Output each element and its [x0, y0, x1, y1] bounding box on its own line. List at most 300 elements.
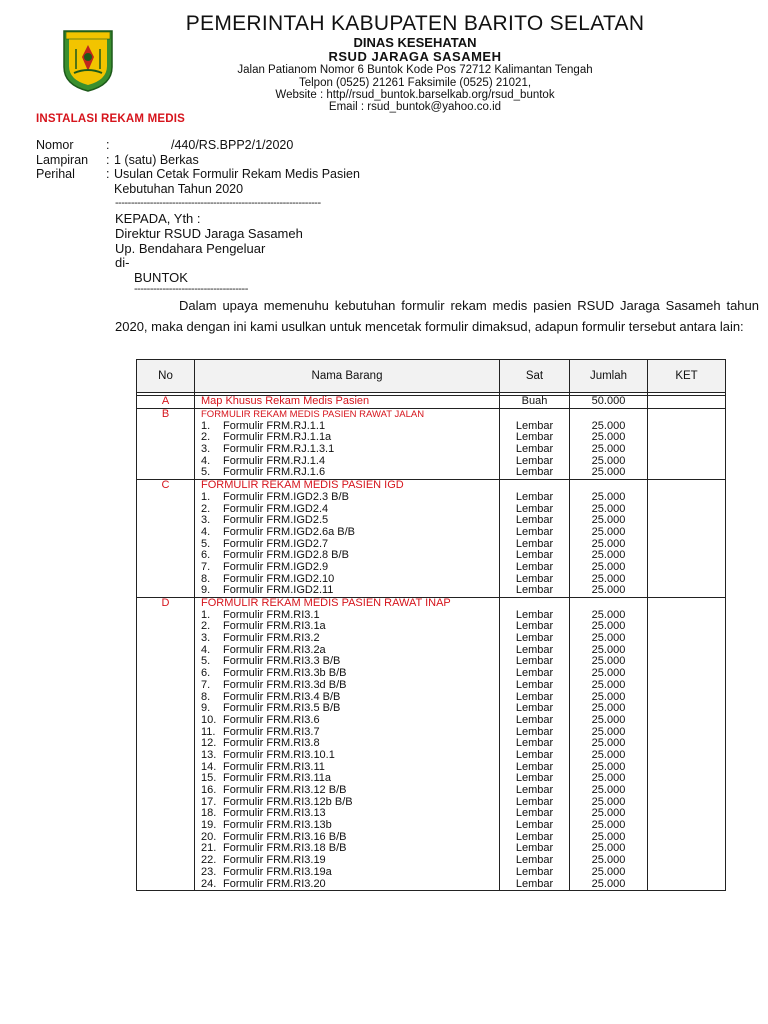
row-sat: Lembar [500, 609, 570, 621]
row-ket [648, 621, 726, 633]
row-sat: Lembar [500, 515, 570, 527]
row-number: 3. [201, 632, 211, 645]
row-no [137, 750, 195, 762]
row-item-name: Formulir FRM.RI3.18 B/B [223, 843, 347, 855]
row-no [137, 761, 195, 773]
table-row [137, 432, 726, 444]
row-jumlah: 25.000 [570, 444, 648, 456]
row-item-name: Formulir FRM.IGD2.11 [223, 585, 334, 597]
table-row [137, 738, 726, 750]
row-item-name: Formulir FRM.RI3.1 [223, 609, 320, 621]
row-ket [648, 656, 726, 668]
group-jumlah [570, 597, 648, 609]
header-no: No [137, 360, 195, 393]
row-item-name: Formulir FRM.RI3.6 [223, 714, 320, 726]
row-jumlah: 25.000 [570, 831, 648, 843]
row-item-name: Formulir FRM.RI3.20 [223, 878, 326, 890]
row-name [195, 668, 500, 680]
row-item-name: Formulir FRM.RI3.2 [223, 632, 320, 645]
group-sat: Buah [500, 396, 570, 409]
group-no: A [137, 396, 195, 409]
row-ket [648, 878, 726, 890]
row-number: 9. [201, 585, 211, 597]
table-row [137, 796, 726, 808]
row-sat: Lembar [500, 585, 570, 597]
table-group-row [137, 479, 726, 491]
row-number: 16. [201, 784, 217, 797]
table-row [137, 691, 726, 703]
row-ket [648, 562, 726, 574]
table-row [137, 420, 726, 432]
separator-long: ----------------------------------------------------------------- [115, 197, 321, 209]
row-ket [648, 715, 726, 727]
row-no [137, 467, 195, 479]
row-number: 19. [201, 819, 217, 832]
row-no [137, 808, 195, 820]
body-text: Dalam upaya memenuhu kebutuhan formulir rekam medis pasien RSUD Jaraga Sasameh tahun 2020, maka dengan ini kami usulkan untuk mencetak formulir dimaksud, adapun formulir tersebut antara lain: [115, 298, 759, 334]
row-jumlah: 25.000 [570, 867, 648, 879]
row-number: 2. [201, 621, 211, 633]
group-ket [648, 396, 726, 409]
header-address: Jalan Patianom Nomor 6 Buntok Kode Pos 72712 Kalimantan Tengah [237, 64, 593, 76]
row-number: 5. [201, 538, 211, 550]
row-ket [648, 609, 726, 621]
nomor-row [36, 138, 436, 154]
table-row [137, 550, 726, 562]
row-sat: Lembar [500, 527, 570, 539]
row-number: 6. [201, 667, 211, 680]
table-row [137, 621, 726, 633]
row-sat: Lembar [500, 785, 570, 797]
row-name [195, 680, 500, 692]
row-number: 4. [201, 526, 211, 538]
row-item-name: Formulir FRM.RI3.4 B/B [223, 691, 341, 703]
recipient-kepada: KEPADA, Yth : [115, 211, 201, 226]
row-item-name: Formulir FRM.RI3.3d B/B [223, 679, 347, 691]
row-no [137, 420, 195, 432]
row-jumlah: 25.000 [570, 843, 648, 855]
row-number: 7. [201, 679, 211, 691]
group-jumlah: 50.000 [570, 396, 648, 409]
row-no [137, 644, 195, 656]
row-sat: Lembar [500, 715, 570, 727]
table-row [137, 444, 726, 456]
group-ket [648, 597, 726, 609]
header-phone: Telpon (0525) 21261 Faksimile (0525) 21021, [298, 77, 532, 89]
row-item-name: Formulir FRM.RI3.13 [223, 808, 326, 820]
group-no: B [137, 408, 195, 420]
perihal-value-2: Kebutuhan Tahun 2020 [114, 182, 244, 196]
row-jumlah: 25.000 [570, 562, 648, 574]
row-number: 4. [201, 644, 211, 656]
row-ket [648, 503, 726, 515]
table-row [137, 609, 726, 621]
row-jumlah: 25.000 [570, 796, 648, 808]
row-ket [648, 796, 726, 808]
row-no [137, 878, 195, 890]
row-jumlah: 25.000 [570, 820, 648, 832]
body-paragraph [115, 296, 759, 337]
row-name [195, 750, 500, 762]
row-no [137, 668, 195, 680]
table-row [137, 878, 726, 890]
row-name [195, 527, 500, 539]
row-no [137, 703, 195, 715]
row-no [137, 503, 195, 515]
row-no [137, 726, 195, 738]
row-jumlah: 25.000 [570, 656, 648, 668]
row-item-name: Formulir FRM.RI3.5 B/B [223, 702, 341, 715]
row-sat: Lembar [500, 750, 570, 762]
row-no [137, 656, 195, 668]
header-email: Email : rsud_buntok@yahoo.co.id [328, 101, 502, 113]
row-no [137, 843, 195, 855]
row-number: 3. [201, 443, 211, 456]
group-title: FORMULIR REKAM MEDIS PASIEN RAWAT JALAN [195, 408, 500, 420]
row-name [195, 691, 500, 703]
table-row [137, 750, 726, 762]
table-row [137, 773, 726, 785]
header-title: PEMERINTAH KABUPATEN BARITO SELATAN [185, 12, 645, 35]
row-item-name: Formulir FRM.RI3.11 [223, 761, 325, 773]
row-number: 7. [201, 561, 211, 573]
row-sat: Lembar [500, 738, 570, 750]
barito-selatan-logo [60, 27, 116, 93]
row-no [137, 455, 195, 467]
row-name [195, 820, 500, 832]
row-ket [648, 750, 726, 762]
row-number: 4. [201, 455, 211, 467]
table-row [137, 527, 726, 539]
nomor-value: /440/RS.BPP2/1/2020 [171, 138, 294, 152]
row-ket [648, 831, 726, 843]
table-row [137, 573, 726, 585]
row-sat: Lembar [500, 761, 570, 773]
row-number: 17. [201, 796, 217, 808]
row-name [195, 867, 500, 879]
separator-short: ------------------------------------ [134, 283, 248, 295]
items-table [136, 359, 726, 891]
row-sat: Lembar [500, 668, 570, 680]
row-jumlah: 25.000 [570, 668, 648, 680]
table-header-row [137, 360, 726, 393]
row-ket [648, 467, 726, 479]
row-no [137, 609, 195, 621]
row-name [195, 573, 500, 585]
row-item-name: Formulir FRM.RI3.12b B/B [223, 796, 353, 808]
row-item-name: Formulir FRM.RI3.16 B/B [223, 831, 347, 843]
row-item-name: Formulir FRM.IGD2.5 [223, 514, 329, 527]
row-sat: Lembar [500, 550, 570, 562]
row-jumlah: 25.000 [570, 503, 648, 515]
table-row [137, 831, 726, 843]
row-name [195, 726, 500, 738]
row-sat: Lembar [500, 867, 570, 879]
perihal-value: Usulan Cetak Formulir Rekam Medis Pasien [114, 167, 360, 181]
row-jumlah: 25.000 [570, 538, 648, 550]
row-ket [648, 492, 726, 504]
row-jumlah: 25.000 [570, 808, 648, 820]
row-ket [648, 585, 726, 597]
row-number: 18. [201, 808, 217, 820]
row-ket [648, 738, 726, 750]
row-jumlah: 25.000 [570, 785, 648, 797]
table-row [137, 644, 726, 656]
row-name [195, 773, 500, 785]
row-number: 24. [201, 878, 217, 890]
group-sat [500, 479, 570, 491]
group-title: FORMULIR REKAM MEDIS PASIEN RAWAT INAP [195, 597, 500, 609]
row-item-name: Formulir FRM.IGD2.9 [223, 561, 329, 573]
row-number: 1. [201, 609, 211, 621]
row-jumlah: 25.000 [570, 573, 648, 585]
group-jumlah [570, 408, 648, 420]
row-no [137, 785, 195, 797]
table-group-row [137, 396, 726, 409]
row-item-name: Formulir FRM.IGD2.3 B/B [223, 491, 349, 503]
row-item-name: Formulir FRM.RI3.8 [223, 737, 320, 750]
row-jumlah: 25.000 [570, 633, 648, 645]
row-no [137, 515, 195, 527]
row-jumlah: 25.000 [570, 420, 648, 432]
row-name [195, 515, 500, 527]
row-sat: Lembar [500, 855, 570, 867]
row-ket [648, 691, 726, 703]
row-number: 5. [201, 656, 211, 668]
row-no [137, 621, 195, 633]
row-item-name: Formulir FRM.IGD2.4 [223, 503, 329, 515]
lampiran-colon: : [106, 153, 110, 167]
table-row [137, 538, 726, 550]
row-name [195, 738, 500, 750]
row-no [137, 738, 195, 750]
table-row [137, 808, 726, 820]
row-number: 1. [201, 491, 211, 503]
row-name [195, 585, 500, 597]
row-name [195, 420, 500, 432]
row-ket [648, 680, 726, 692]
row-name [195, 492, 500, 504]
row-ket [648, 785, 726, 797]
row-jumlah: 25.000 [570, 467, 648, 479]
row-jumlah: 25.000 [570, 515, 648, 527]
row-number: 14. [201, 761, 217, 773]
row-sat: Lembar [500, 843, 570, 855]
table-row [137, 867, 726, 879]
row-sat: Lembar [500, 562, 570, 574]
row-jumlah: 25.000 [570, 621, 648, 633]
row-item-name: Formulir FRM.RI3.11a [223, 773, 331, 785]
row-no [137, 633, 195, 645]
row-number: 22. [201, 854, 217, 867]
row-ket [648, 761, 726, 773]
row-jumlah: 25.000 [570, 527, 648, 539]
row-sat: Lembar [500, 796, 570, 808]
table-row [137, 820, 726, 832]
table-row [137, 726, 726, 738]
row-item-name: Formulir FRM.RJ.1.1 [223, 420, 326, 432]
row-jumlah: 25.000 [570, 750, 648, 762]
row-ket [648, 773, 726, 785]
row-ket [648, 855, 726, 867]
table-group-row [137, 408, 726, 420]
row-item-name: Formulir FRM.RI3.19 [223, 854, 326, 867]
row-name [195, 562, 500, 574]
row-sat: Lembar [500, 467, 570, 479]
recipient-line1: Direktur RSUD Jaraga Sasameh [115, 226, 303, 241]
row-number: 12. [201, 737, 217, 750]
row-jumlah: 25.000 [570, 455, 648, 467]
row-item-name: Formulir FRM.RI3.2a [223, 644, 326, 656]
row-ket [648, 726, 726, 738]
row-sat: Lembar [500, 633, 570, 645]
row-item-name: Formulir FRM.IGD2.7 [223, 538, 329, 550]
row-sat: Lembar [500, 691, 570, 703]
nomor-colon: : [106, 138, 110, 152]
row-name [195, 808, 500, 820]
row-name [195, 455, 500, 467]
row-jumlah: 25.000 [570, 432, 648, 444]
row-sat: Lembar [500, 444, 570, 456]
row-number: 21. [201, 843, 217, 855]
row-jumlah: 25.000 [570, 738, 648, 750]
perihal-row-2 [36, 182, 436, 198]
nomor-label: Nomor [36, 138, 74, 152]
row-name [195, 855, 500, 867]
row-ket [648, 573, 726, 585]
row-number: 6. [201, 549, 211, 562]
row-no [137, 867, 195, 879]
table-group-row [137, 597, 726, 609]
row-no [137, 773, 195, 785]
table-row [137, 515, 726, 527]
table-row [137, 585, 726, 597]
group-jumlah [570, 479, 648, 491]
row-ket [648, 644, 726, 656]
row-no [137, 444, 195, 456]
group-sat [500, 408, 570, 420]
recipient-line2: Up. Bendahara Pengeluar [115, 241, 266, 256]
row-sat: Lembar [500, 656, 570, 668]
row-jumlah: 25.000 [570, 609, 648, 621]
row-name [195, 432, 500, 444]
table-row [137, 703, 726, 715]
row-name [195, 878, 500, 890]
row-number: 13. [201, 749, 217, 761]
row-ket [648, 820, 726, 832]
row-item-name: Formulir FRM.RJ.1.4 [223, 455, 326, 467]
row-number: 2. [201, 432, 211, 444]
table-row [137, 503, 726, 515]
row-no [137, 831, 195, 843]
row-name [195, 550, 500, 562]
header-ket: KET [648, 360, 726, 393]
row-item-name: Formulir FRM.RJ.1.6 [223, 467, 326, 479]
row-item-name: Formulir FRM.RI3.3b B/B [223, 667, 347, 680]
row-item-name: Formulir FRM.RI3.3 B/B [223, 656, 341, 668]
row-ket [648, 515, 726, 527]
row-ket [648, 444, 726, 456]
row-name [195, 609, 500, 621]
row-jumlah: 25.000 [570, 550, 648, 562]
group-sat [500, 597, 570, 609]
row-item-name: Formulir FRM.RI3.10.1 [223, 749, 335, 761]
table-body [137, 396, 726, 891]
row-ket [648, 527, 726, 539]
table-row [137, 492, 726, 504]
table-row [137, 656, 726, 668]
group-title: Map Khusus Rekam Medis Pasien [195, 396, 500, 409]
row-name [195, 644, 500, 656]
row-name [195, 843, 500, 855]
row-number: 15. [201, 773, 217, 785]
table-row [137, 633, 726, 645]
row-ket [648, 633, 726, 645]
row-sat: Lembar [500, 726, 570, 738]
institution-name: INSTALASI REKAM MEDIS [36, 113, 186, 125]
row-sat: Lembar [500, 820, 570, 832]
header-department: DINAS KESEHATAN [353, 35, 477, 50]
row-sat: Lembar [500, 492, 570, 504]
lampiran-label: Lampiran [36, 153, 89, 167]
row-no [137, 715, 195, 727]
row-item-name: Formulir FRM.RI3.19a [223, 866, 332, 878]
row-number: 8. [201, 691, 211, 703]
row-jumlah: 25.000 [570, 761, 648, 773]
group-no: C [137, 479, 195, 491]
row-no [137, 855, 195, 867]
row-name [195, 796, 500, 808]
group-title: FORMULIR REKAM MEDIS PASIEN IGD [195, 479, 500, 491]
row-jumlah: 25.000 [570, 680, 648, 692]
row-item-name: Formulir FRM.RI3.13b [223, 819, 332, 832]
row-jumlah: 25.000 [570, 726, 648, 738]
row-no [137, 492, 195, 504]
row-item-name: Formulir FRM.IGD2.10 [223, 573, 335, 585]
row-name [195, 703, 500, 715]
row-number: 1. [201, 420, 211, 432]
row-jumlah: 25.000 [570, 855, 648, 867]
row-name [195, 621, 500, 633]
row-number: 20. [201, 831, 217, 843]
row-name [195, 785, 500, 797]
row-ket [648, 668, 726, 680]
row-jumlah: 25.000 [570, 691, 648, 703]
row-sat: Lembar [500, 573, 570, 585]
row-number: 23. [201, 866, 217, 878]
header-hospital: RSUD JARAGA SASAMEH [328, 49, 502, 64]
perihal-row [36, 167, 436, 183]
row-sat: Lembar [500, 878, 570, 890]
row-number: 11. [201, 726, 216, 738]
row-sat: Lembar [500, 831, 570, 843]
row-ket [648, 808, 726, 820]
row-sat: Lembar [500, 680, 570, 692]
header-jumlah: Jumlah [570, 360, 648, 393]
row-item-name: Formulir FRM.RI3.1a [223, 621, 326, 633]
table-row [137, 715, 726, 727]
table-row [137, 562, 726, 574]
row-item-name: Formulir FRM.IGD2.8 B/B [223, 549, 349, 562]
row-item-name: Formulir FRM.IGD2.6a B/B [223, 526, 356, 538]
row-ket [648, 550, 726, 562]
header-website: Website : http//rsud_buntok.barselkab.org/rsud_buntok [275, 89, 555, 101]
group-ket [648, 408, 726, 420]
row-jumlah: 25.000 [570, 703, 648, 715]
table-row [137, 680, 726, 692]
row-jumlah: 25.000 [570, 878, 648, 890]
row-number: 8. [201, 573, 211, 585]
